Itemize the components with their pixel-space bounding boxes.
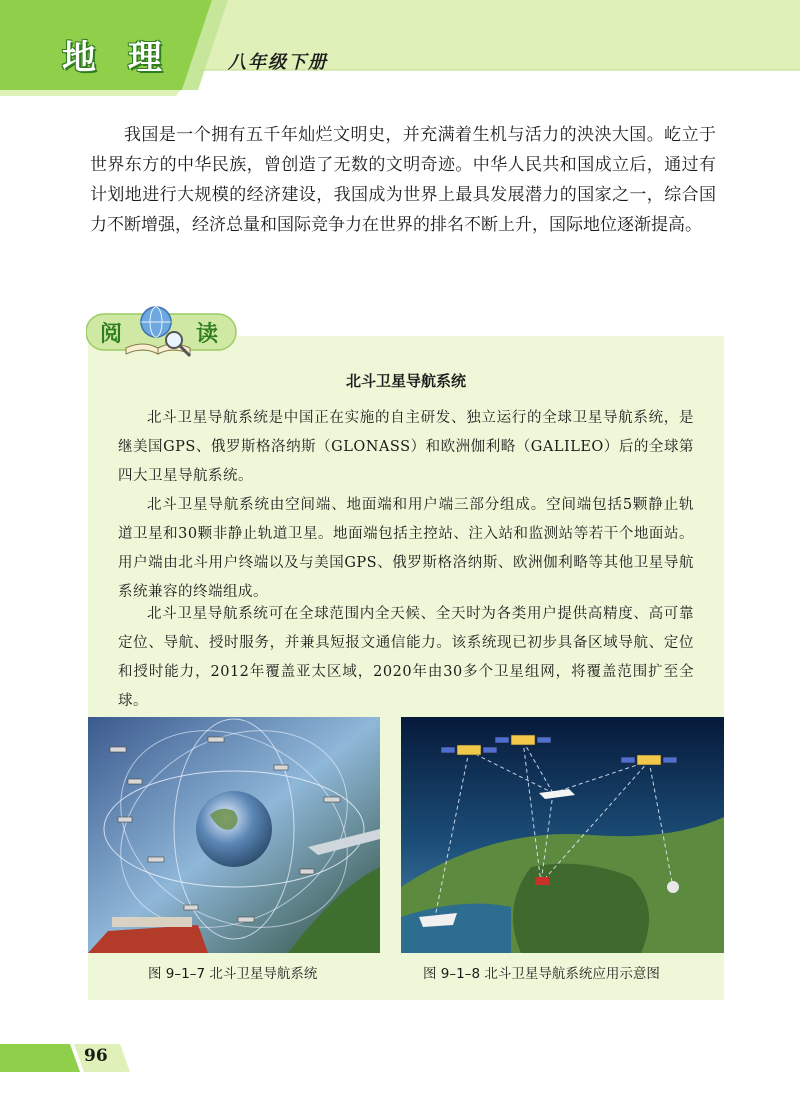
page-header	[0, 0, 800, 96]
page-footer	[0, 1040, 140, 1076]
figure-application	[401, 717, 724, 953]
page-number: 96	[84, 1046, 108, 1066]
reading-paragraph-1: 北斗卫星导航系统是中国正在实施的自主研发、独立运行的全球卫星导航系统，是继美国GPS、俄罗斯格洛纳斯（GLONASS）和欧洲伽利略（GALILEO）后的全球第四大卫星导航系统。	[118, 410, 694, 484]
intro-paragraph: 我国是一个拥有五千年灿烂文明史，并充满着生机与活力的泱泱大国。屹立于世界东方的中华民族，曾创造了无数的文明奇迹。中华人民共和国成立后，通过有计划地进行大规模的经济建设，我国成为世界上最具发展潜力的国家之一，综合国力不断增强，经济总量和国际竞争力在世界的排名不断上升，国际地位逐渐提高。	[90, 125, 716, 235]
application-illustration	[401, 717, 724, 953]
reading-paragraph-2: 北斗卫星导航系统由空间端、地面端和用户端三部分组成。空间端包括5颗静止轨道卫星和30颗非静止轨道卫星。地面端包括主控站、注入站和监测站等若干个地面站。用户端由北斗用户终端以及与美国GPS、俄罗斯格洛纳斯、欧洲伽利略等其他卫星导航系统兼容的终端组成。	[118, 497, 694, 600]
footer-tab	[0, 1040, 140, 1076]
grade-label: 八年级下册	[228, 52, 328, 73]
figure-caption-2: 图 9–1–8 北斗卫星导航系统应用示意图	[423, 966, 660, 982]
reading-title: 北斗卫星导航系统	[345, 372, 466, 390]
constellation-illustration	[88, 717, 380, 953]
subject-title: 地 理	[62, 38, 172, 78]
reading-paragraph-3: 北斗卫星导航系统可在全球范围内全天候、全天时为各类用户提供高精度、高可靠定位、导航、授时服务，并兼具短报文通信能力。该系统现已初步具备区域导航、定位和授时能力，2012年覆盖亚太区域，2020年由30多个卫星组网，将覆盖范围扩至全球。	[118, 606, 694, 709]
figure-caption-1: 图 9–1–7 北斗卫星导航系统	[148, 966, 318, 982]
badge-char-right: 读	[196, 322, 219, 347]
figure-constellation	[88, 717, 380, 953]
badge-char-left: 阅	[100, 322, 123, 347]
